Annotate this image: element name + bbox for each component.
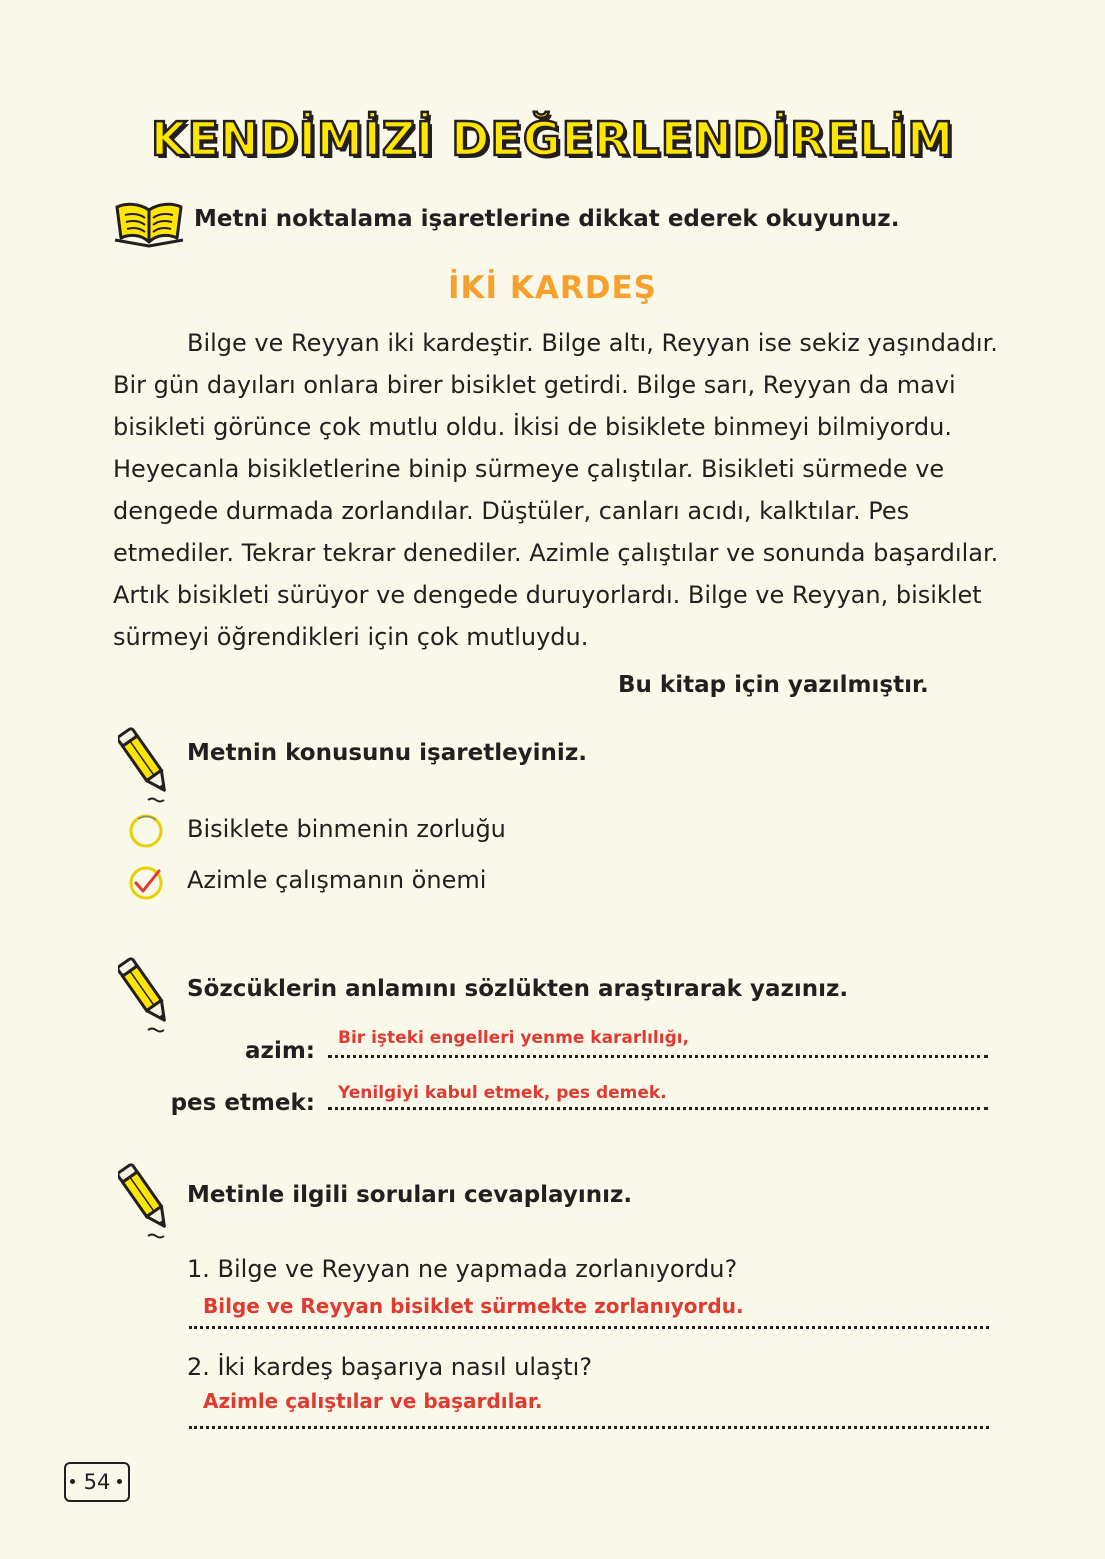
story-line: Heyecanla bisikletlerine binip sürmeye çalıştılar. Bisikleti sürmede ve — [113, 455, 945, 483]
story-line: Artık bisikleti sürüyor ve dengede duruyorlardı. Bilge ve Reyyan, bisiklet — [113, 581, 982, 609]
reading-instruction: Metni noktalama işaretlerine dikkat ederek okuyunuz. — [194, 206, 900, 232]
option-circle-icon[interactable] — [128, 813, 164, 849]
story-title: İKİ KARDEŞ — [447, 270, 657, 306]
pencil-icon — [118, 954, 174, 1036]
page-number: 54 — [83, 1470, 111, 1494]
question-text: 1. Bilge ve Reyyan ne yapmada zorlanıyordu? — [187, 1255, 738, 1283]
question-answer[interactable]: Bilge ve Reyyan bisiklet sürmekte zorlanıyordu. — [203, 1294, 744, 1318]
story-text — [113, 322, 999, 658]
story-source: Bu kitap için yazılmıştır. — [618, 672, 929, 698]
question-text: 2. İki kardeş başarıya nasıl ulaştı? — [187, 1353, 593, 1381]
definition-answer[interactable]: Bir işteki engelleri yenme kararlılığı, — [338, 1028, 690, 1048]
open-book-icon — [113, 200, 185, 248]
page-number-dot — [70, 1479, 75, 1484]
option-checked-icon[interactable] — [128, 865, 164, 901]
answer-line — [189, 1426, 989, 1429]
story-line: Bilge ve Reyyan iki kardeştir. Bilge altı, Reyyan ise sekiz yaşındadır. — [187, 329, 998, 357]
answer-line — [189, 1326, 989, 1329]
page-title: KENDİMİZİ DEĞERLENDİRELİM — [150, 112, 955, 166]
story-line: bisikleti görünce çok mutlu oldu. İkisi de bisiklete binmeyi bilmiyordu. — [113, 413, 952, 441]
definition-label: azim: — [245, 1038, 315, 1064]
question-answer[interactable]: Azimle çalıştılar ve başardılar. — [203, 1389, 543, 1413]
answer-line — [328, 1055, 988, 1058]
story-line: Bir gün dayıları onlara birer bisiklet getirdi. Bilge sarı, Reyyan da mavi — [113, 371, 956, 399]
pencil-icon — [118, 724, 174, 806]
section3-heading: Metinle ilgili soruları cevaplayınız. — [187, 1182, 633, 1208]
definition-answer[interactable]: Yenilgiyi kabul etmek, pes demek. — [338, 1083, 667, 1103]
pencil-icon — [118, 1160, 174, 1242]
answer-line — [328, 1107, 988, 1110]
story-line: sürmeyi öğrendikleri için çok mutluydu. — [113, 623, 589, 651]
option-text: Azimle çalışmanın önemi — [187, 866, 487, 894]
definition-label: pes etmek: — [170, 1090, 315, 1116]
section1-heading: Metnin konusunu işaretleyiniz. — [187, 740, 587, 766]
page-number-dot — [117, 1479, 122, 1484]
section2-heading: Sözcüklerin anlamını sözlükten araştırarak yazınız. — [187, 976, 849, 1002]
story-line: etmediler. Tekrar tekrar denediler. Azimle çalıştılar ve sonunda başardılar. — [113, 539, 999, 567]
option-text: Bisiklete binmenin zorluğu — [187, 815, 506, 843]
story-line: dengede durmada zorlandılar. Düştüler, canları acıdı, kalktılar. Pes — [113, 497, 910, 525]
